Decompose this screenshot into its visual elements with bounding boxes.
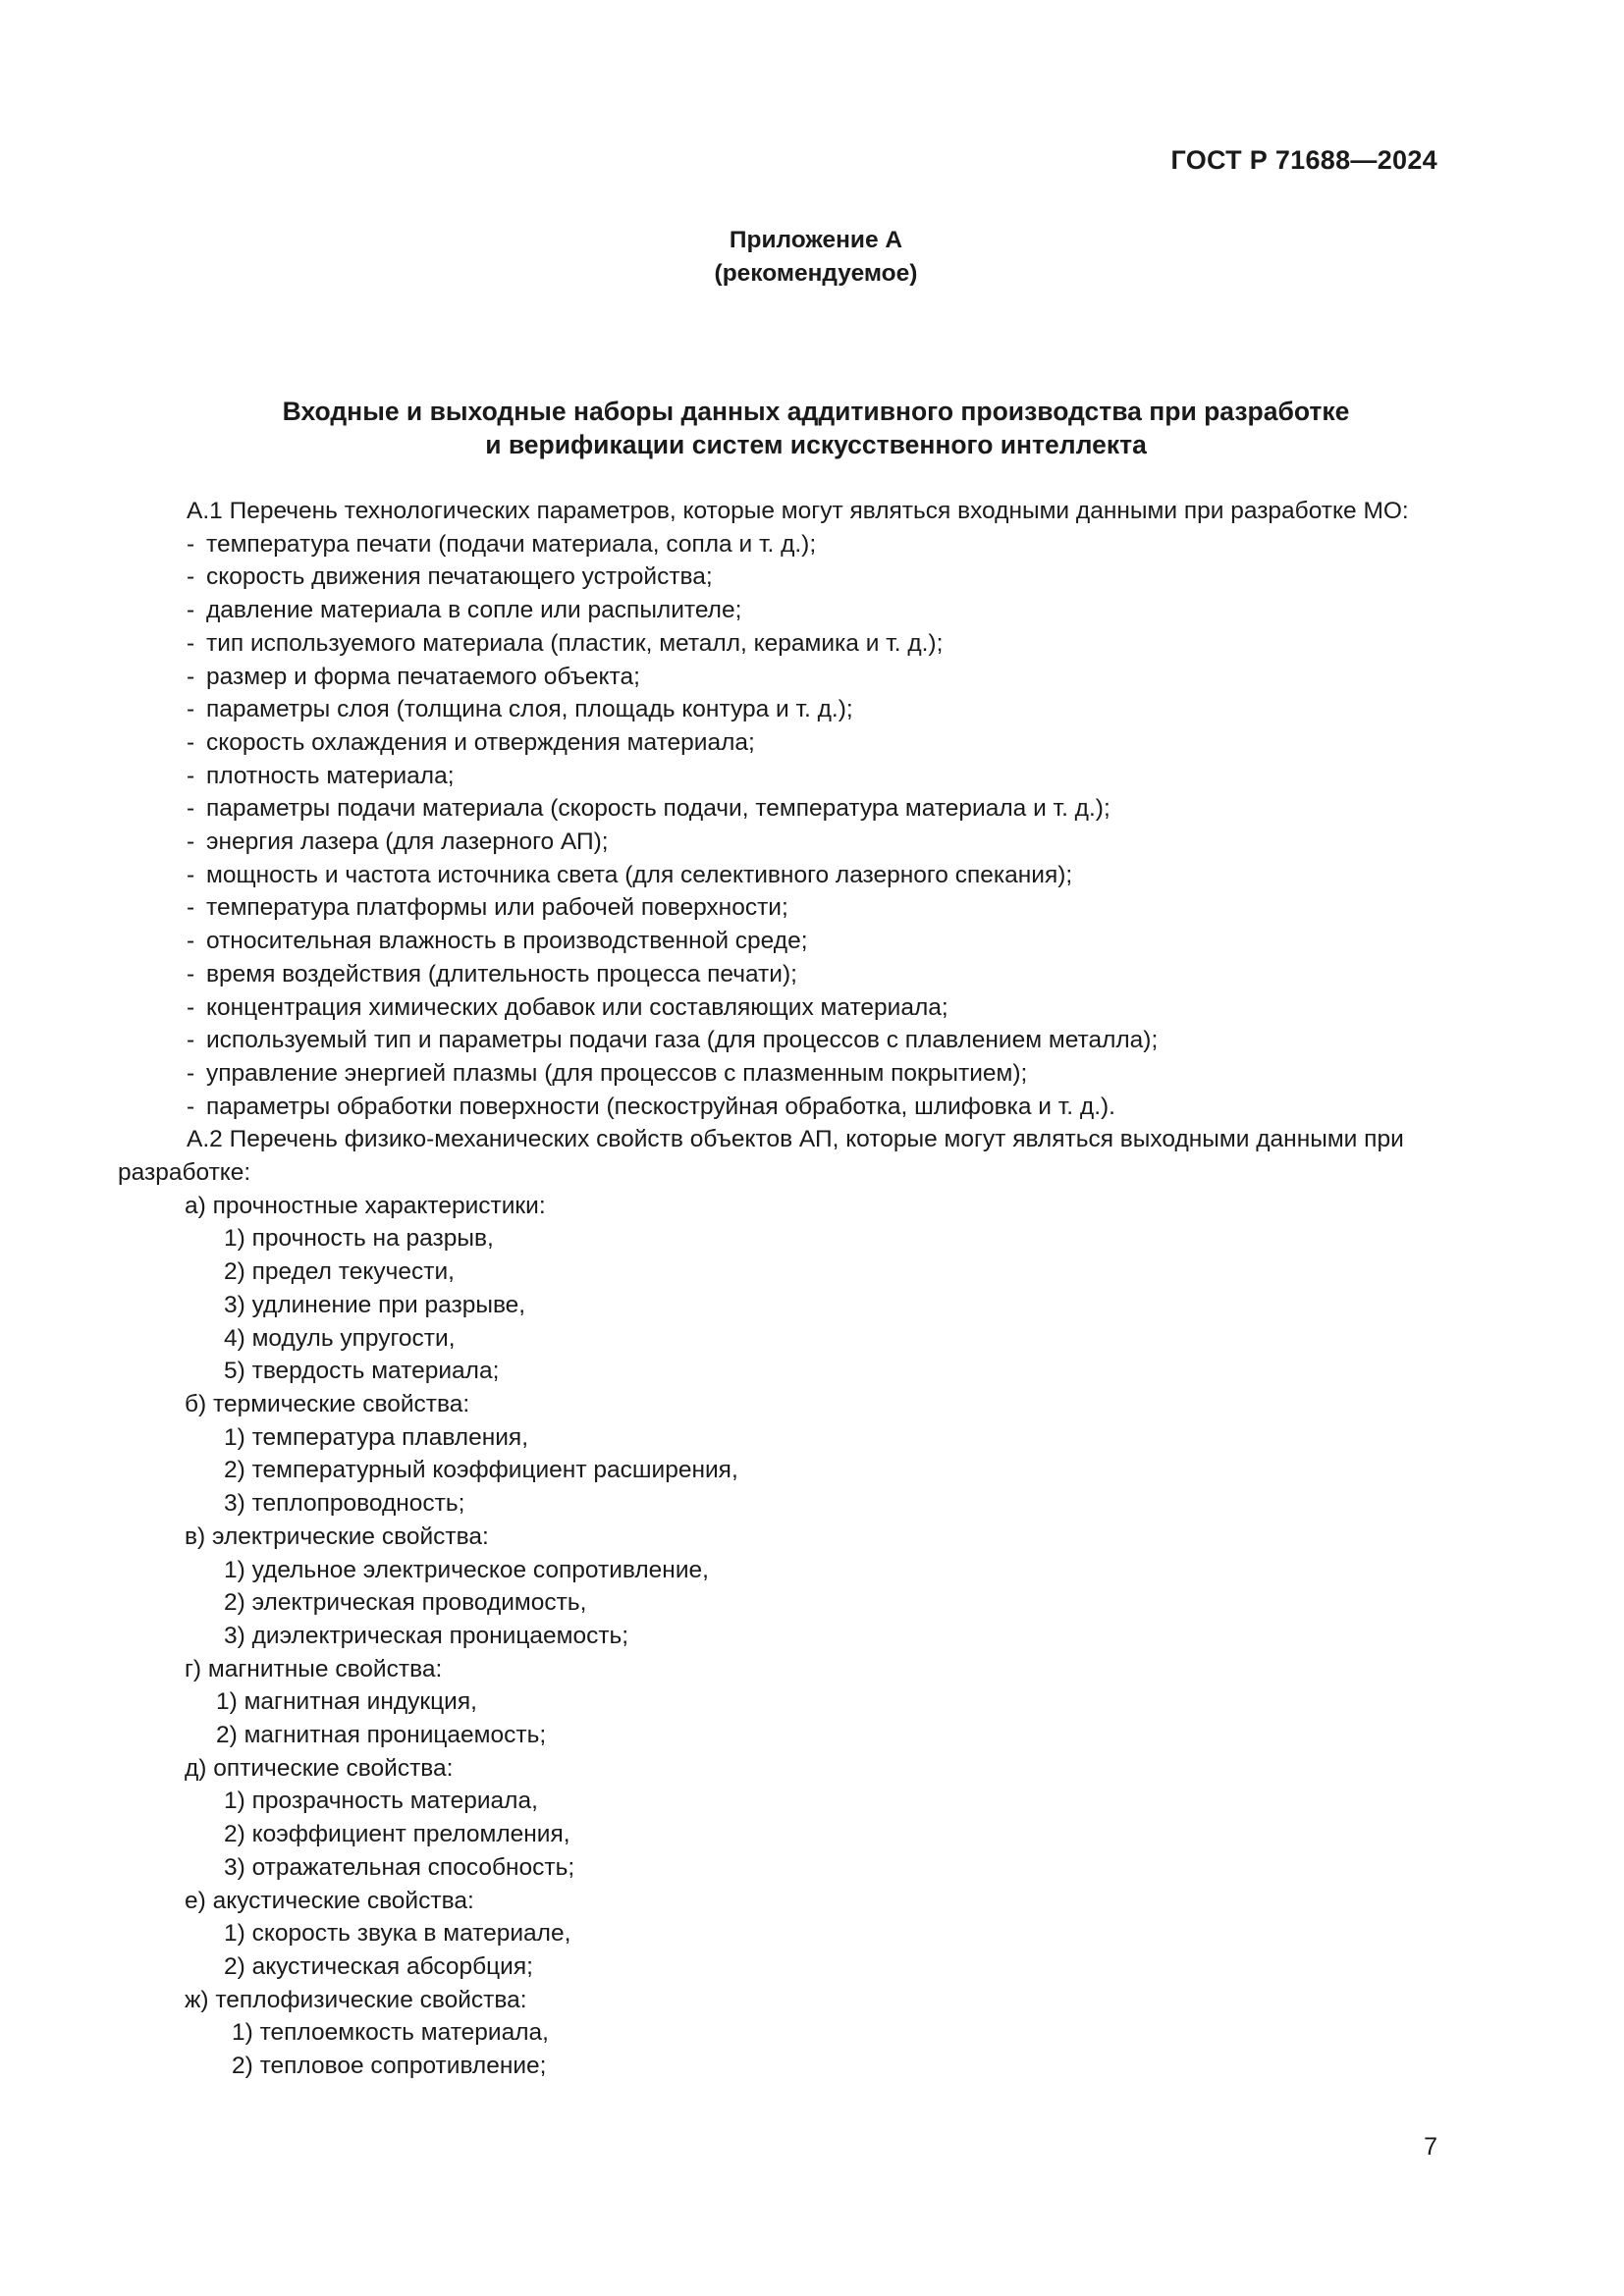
list-item: 1) магнитная индукция, (216, 1688, 477, 1716)
list-item: 2) коэффициент преломления, (224, 1821, 570, 1848)
title-line-2: и верификации систем искусственного интеллекта (485, 430, 1147, 459)
list-item: 1) прозрачность материала, (224, 1788, 538, 1815)
list-item: - скорость охлаждения и отверждения материала; (187, 728, 755, 756)
list-item: 2) акустическая абсорбция; (224, 1952, 533, 1980)
list-item: 2) электрическая проводимость, (224, 1589, 587, 1617)
group-label: в) электрические свойства: (185, 1522, 489, 1550)
appendix-title (0, 395, 1624, 461)
list-item: - размер и форма печатаемого объекта; (187, 663, 640, 690)
list-item: 1) теплоемкость материала, (232, 2019, 549, 2047)
list-item: 2) температурный коэффициент расширения, (224, 1457, 738, 1484)
list-item: 3) удлинение при разрыве, (224, 1291, 526, 1318)
list-item: 3) отражательная способность; (224, 1853, 575, 1881)
list-item: 1) скорость звука в материале, (224, 1920, 571, 1948)
list-item: 5) твердость материала; (224, 1358, 500, 1385)
list-item: 1) температура плавления, (224, 1423, 528, 1451)
list-item: - температура печати (подачи материала, сопла и т. д.); (187, 530, 817, 558)
appendix-kind: (рекомендуемое) (714, 260, 918, 287)
section-a2-list (118, 1190, 1453, 2083)
list-item: - мощность и частота источника света (для селективного лазерного спекания); (187, 861, 1073, 888)
appendix-label: Приложение А (729, 227, 903, 253)
list-item: 1) удельное электрическое сопротивление, (224, 1556, 709, 1583)
list-item: 3) диэлектрическая проницаемость; (224, 1622, 629, 1649)
document-code: ГОСТ Р 71688—2024 (1170, 145, 1437, 175)
section-a2-intro-continued: разработке: (118, 1159, 251, 1187)
list-item: - время воздействия (длительность процесса печати); (187, 960, 797, 988)
section-a1-list (118, 528, 1453, 1124)
appendix-heading (0, 224, 1624, 291)
group-label: ж) теплофизические свойства: (185, 1986, 527, 2013)
section-a1-intro: А.1 Перечень технологических параметров, которые могут являться входными данными при разработке МО: (187, 498, 1409, 524)
group-label: е) акустические свойства: (185, 1887, 474, 1914)
list-item: 2) магнитная проницаемость; (216, 1722, 547, 1749)
group-label: а) прочностные характеристики: (185, 1192, 546, 1219)
list-item: - параметры подачи материала (скорость подачи, температура материала и т. д.); (187, 795, 1110, 823)
list-item: 2) предел текучести, (224, 1258, 455, 1286)
list-item: - скорость движения печатающего устройства; (187, 563, 713, 591)
list-item: - тип используемого материала (пластик, металл, керамика и т. д.); (187, 629, 944, 657)
list-item: - параметры обработки поверхности (пескоструйная обработка, шлифовка и т. д.). (187, 1093, 1115, 1120)
list-item: - управление энергией плазмы (для процессов с плазменным покрытием); (187, 1059, 1028, 1087)
list-item: 1) прочность на разрыв, (224, 1225, 494, 1253)
list-item: - плотность материала; (187, 762, 455, 789)
title-line-1: Входные и выходные наборы данных аддитивного производства при разработке (282, 397, 1350, 426)
page-number: 7 (1424, 2133, 1437, 2161)
list-item: - концентрация химических добавок или составляющих материала; (187, 993, 948, 1021)
section-a2-intro: А.2 Перечень физико-механических свойств объектов АП, которые могут являться выходными данными при (187, 1126, 1404, 1153)
list-item: - давление материала в сопле или распылителе; (187, 597, 742, 624)
group-label: б) термические свойства: (185, 1390, 470, 1417)
list-item: 3) теплопроводность; (224, 1490, 465, 1518)
list-item: - используемый тип и параметры подачи газа (для процессов с плавлением металла); (187, 1027, 1159, 1054)
list-item: - относительная влажность в производственной среде; (187, 928, 808, 955)
list-item: 2) тепловое сопротивление; (232, 2053, 547, 2080)
group-label: г) магнитные свойства: (185, 1655, 443, 1682)
list-item: 4) модуль упругости, (224, 1324, 456, 1352)
list-item: - температура платформы или рабочей поверхности; (187, 894, 788, 922)
group-label: д) оптические свойства: (185, 1754, 454, 1782)
list-item: - параметры слоя (толщина слоя, площадь контура и т. д.); (187, 696, 853, 723)
list-item: - энергия лазера (для лазерного АП); (187, 828, 609, 856)
document-body (118, 495, 1453, 2083)
